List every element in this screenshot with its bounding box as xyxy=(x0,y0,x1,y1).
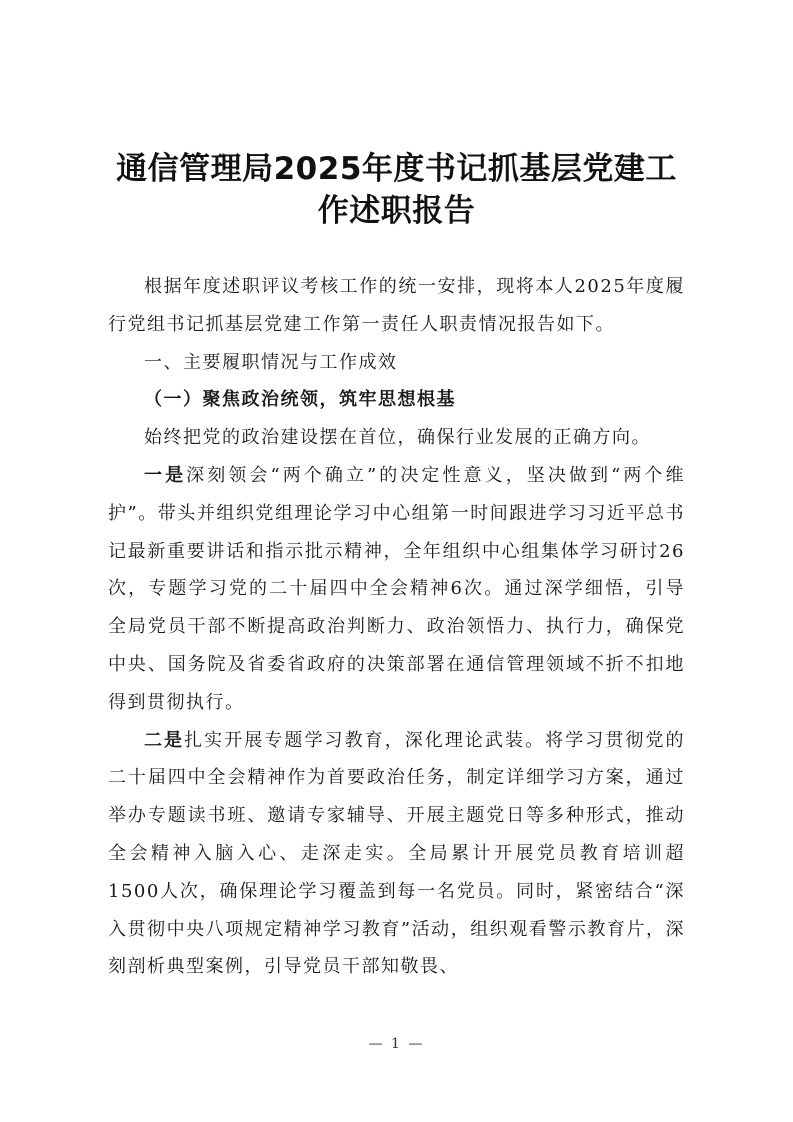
page-number: — 1 — xyxy=(368,1036,425,1052)
point-1-lead: 一是 xyxy=(144,464,187,486)
point-1-text: 深刻领会“两个确立”的决定性意义，坚决做到“两个维护”。带头并组织党组理论学习中心组第一时间跟进学习习近平总书记最新重要讲话和指示批示精神，全年组织中心组集体学习研讨26次，专题学习党的二十届四中全会精神6次。通过深学细悟，引导全局党员干部不断提高政治判断力、政治领悟力、执行力，确保党中央、国务院及省委省政府的决策部署在通信管理领域不折不扣地得到贯彻执行。 xyxy=(108,464,686,713)
point-1-paragraph xyxy=(108,457,685,722)
document-body xyxy=(108,268,685,986)
point-2-text: 扎实开展专题学习教育，深化理论武装。将学习贯彻党的二十届四中全会精神作为首要政治任务，制定详细学习方案，通过举办专题读书班、邀请专家辅导、开展主题党日等多种形式，推动全会精神入脑入心、走深走实。全局累计开展党员教育培训超1500人次，确保理论学习覆盖到每一名党员。同时，紧密结合“深入贯彻中央八项规定精神学习教育”活动，组织观看警示教育片，深刻剖析典型案例，引导党员干部知敬畏、 xyxy=(108,729,686,978)
point-2-lead: 二是 xyxy=(144,729,185,751)
title-line-1: 通信管理局2025年度书记抓基层党建工 xyxy=(116,151,677,187)
subsection-intro-paragraph: 始终把党的政治建设摆在首位，确保行业发展的正确方向。 xyxy=(144,427,651,449)
intro-paragraph: 根据年度述职评议考核工作的统一安排，现将本人2025年度履行党组书记抓基层党建工作第一责任人职责情况报告如下。 xyxy=(108,276,685,335)
title-line-2: 作述职报告 xyxy=(317,193,476,229)
point-2-paragraph xyxy=(108,722,685,987)
subsection-heading-1: （一）聚焦政治统领，筑牢思想根基 xyxy=(144,389,456,411)
document-title xyxy=(100,148,693,232)
section-heading-1: 一、主要履职情况与工作成效 xyxy=(144,351,398,373)
